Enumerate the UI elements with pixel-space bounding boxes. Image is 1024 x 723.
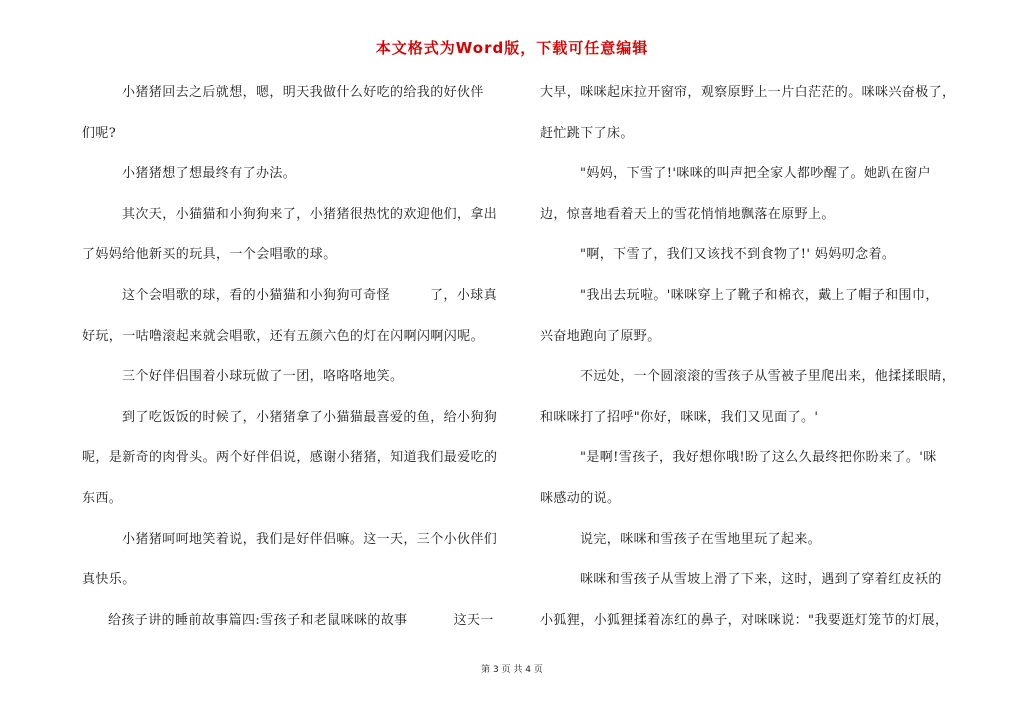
paragraph-line-part: 这天一 [453, 612, 494, 628]
paragraph-line: 咪咪和雪孩子从雪坡上滑了下来，这时，遇到了穿着红皮袄的 [580, 572, 942, 588]
paragraph-line [82, 286, 502, 327]
paragraph-line: 赶忙跳下了床。 [540, 125, 634, 141]
paragraph-line: 大早，咪咪起床拉开窗帘，观察原野上一片白茫茫的。咪咪兴奋极了， [540, 85, 956, 100]
paragraph-line: 边，惊喜地看着天上的雪花悄悄地飘落在原野上。 [540, 206, 835, 222]
paragraph-line: 小猪猪回去之后就想，嗯，明天我做什么好吃的给我的好伙伴 [122, 85, 484, 100]
paragraph-line: 东西。 [82, 490, 123, 506]
paragraph-line: 真快乐。 [82, 572, 136, 588]
story-title-line [82, 611, 502, 652]
paragraph-line: "啊，下雪了，我们又该找不到食物了!' 妈妈叨念着。 [580, 247, 896, 263]
paragraph-line: "妈妈，下雪了!'咪咪的叫声把全家人都吵醒了。她趴在窗户 [580, 166, 931, 182]
left-column [82, 83, 502, 651]
paragraph-line-part: 这个会唱歌的球，看的小猫猫和小狗狗可奇怪 [122, 287, 391, 303]
paragraph-line: 呢，是新奇的肉骨头。两个好伴侣说，感谢小猪猪，知道我们最爱吃的 [82, 450, 498, 466]
paragraph-line: 兴奋地跑向了原野。 [540, 328, 661, 344]
paragraph-line: 不远处，一个圆滚滚的雪孩子从雪被子里爬出来，他揉揉眼睛， [580, 369, 956, 385]
paragraph-line: 了妈妈给他新买的玩具，一个会唱歌的球。 [82, 247, 337, 263]
paragraph-line: 咪感动的说。 [540, 490, 621, 506]
paragraph-line: 们呢? [82, 125, 117, 141]
right-column [540, 83, 960, 651]
paragraph-line: 其次天，小猫猫和小狗狗来了，小猪猪很热忱的欢迎他们，拿出 [122, 206, 498, 222]
story-title: 给孩子讲的睡前故事篇四:雪孩子和老鼠咪咪的故事 [108, 612, 408, 628]
paragraph-line: "我出去玩啦。'咪咪穿上了靴子和棉衣，戴上了帽子和围巾， [580, 287, 939, 303]
paragraph-line: 到了吃饭饭的时候了，小猪猪拿了小猫猫最喜爱的鱼，给小狗狗 [122, 409, 498, 425]
paragraph-line: 三个好伴侣围着小球玩做了一团，咯咯咯地笑。 [122, 369, 404, 385]
paragraph-line: 说完，咪咪和雪孩子在雪地里玩了起来。 [580, 531, 822, 547]
page-number: 第 3 页 共 4 页 [481, 665, 543, 675]
document-header-title: 本文格式为Word版，下载可任意编辑 [375, 39, 649, 57]
paragraph-line: 好玩，一咕噜滚起来就会唱歌，还有五颜六色的灯在闪啊闪啊闪呢。 [82, 328, 485, 344]
paragraph-line: 和咪咪打了招呼"你好，咪咪，我们又见面了。' [540, 409, 819, 425]
paragraph-line: 小猪猪呵呵地笑着说，我们是好伴侣嘛。这一天，三个小伙伴们 [122, 531, 498, 547]
paragraph-line-part: 了，小球真 [430, 287, 498, 303]
paragraph-line: 小狐狸，小狐狸揉着冻红的鼻子，对咪咪说："我要逛灯笼节的灯展， [540, 612, 949, 628]
paragraph-line: "是啊!雪孩子，我好想你哦!盼了这么久最终把你盼来了。'咪 [580, 450, 937, 466]
paragraph-line: 小猪猪想了想最终有了办法。 [122, 166, 297, 182]
